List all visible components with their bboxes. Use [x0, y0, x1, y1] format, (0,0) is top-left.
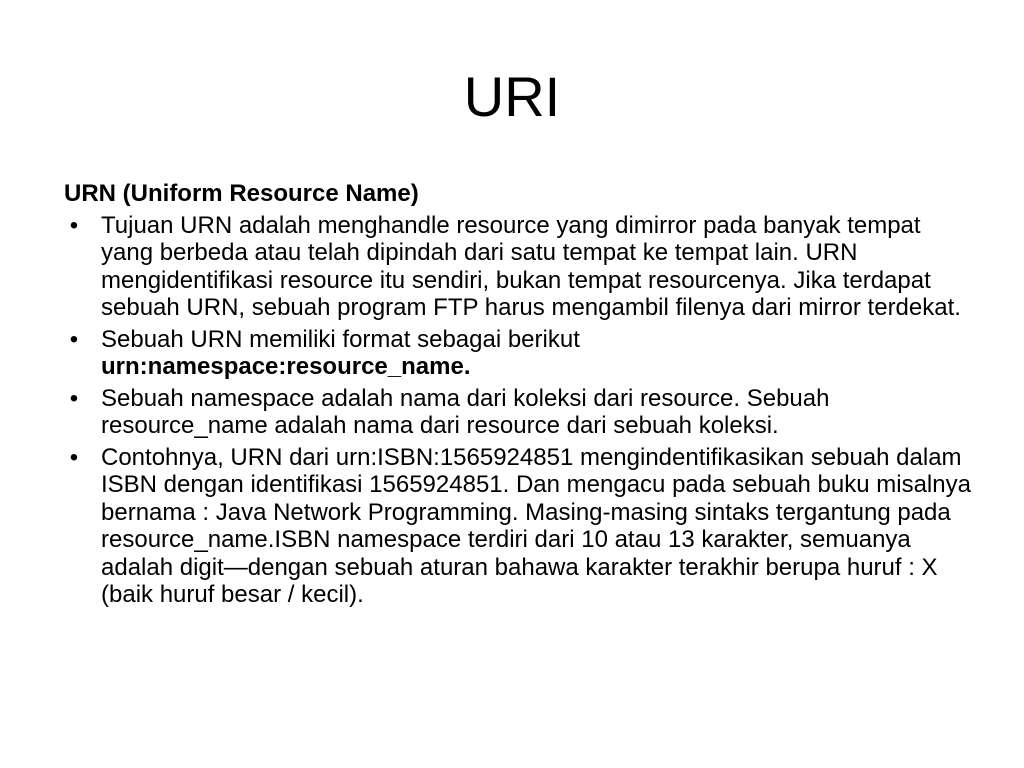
bullet-icon: • [69, 211, 79, 239]
slide-title: URI [463, 65, 561, 128]
bullet-icon: • [69, 384, 79, 412]
bullet-item-namespace [64, 385, 974, 440]
bullet-icon: • [69, 325, 79, 353]
slide-content [64, 180, 974, 613]
bullet-text: Contohnya, URN dari urn:ISBN:1565924851 mengindentifikasikan sebuah dalam ISBN dengan identifikasi 1565924851. Dan mengacu pada sebuah buku misalnya bernama : Java Network Programming. Masing-masing sintaks tergantung pada resource_name.ISBN namespace terdiri dari 10 atau 13 karakter, semuanya adalah digit—dengan sebuah aturan bahawa karakter terakhir berupa huruf : X (baik huruf besar / kecil). [101, 443, 971, 608]
bullet-list [64, 212, 974, 609]
bullet-text: Sebuah URN memiliki format sebagai berikut [101, 325, 580, 353]
bullet-text: Tujuan URN adalah menghandle resource yang dimirror pada banyak tempat yang berbeda atau telah dipindah dari satu tempat ke tempat lain. URN mengidentifikasi resource itu sendiri, bukan tempat resourcenya. Jika terdapat sebuah URN, sebuah program FTP harus mengambil filenya dari mirror terdekat. [101, 211, 961, 321]
bullet-text: Sebuah namespace adalah nama dari koleksi dari resource. Sebuah resource_name adalah nama dari resource dari sebuah koleksi. [101, 384, 830, 439]
bullet-icon: • [69, 443, 79, 471]
bullet-item-example [64, 444, 974, 609]
section-heading: URN (Uniform Resource Name) [64, 180, 419, 207]
urn-format-code: urn:namespace:resource_name. [101, 353, 471, 380]
bullet-item-format [64, 326, 974, 381]
bullet-item-purpose [64, 212, 974, 322]
